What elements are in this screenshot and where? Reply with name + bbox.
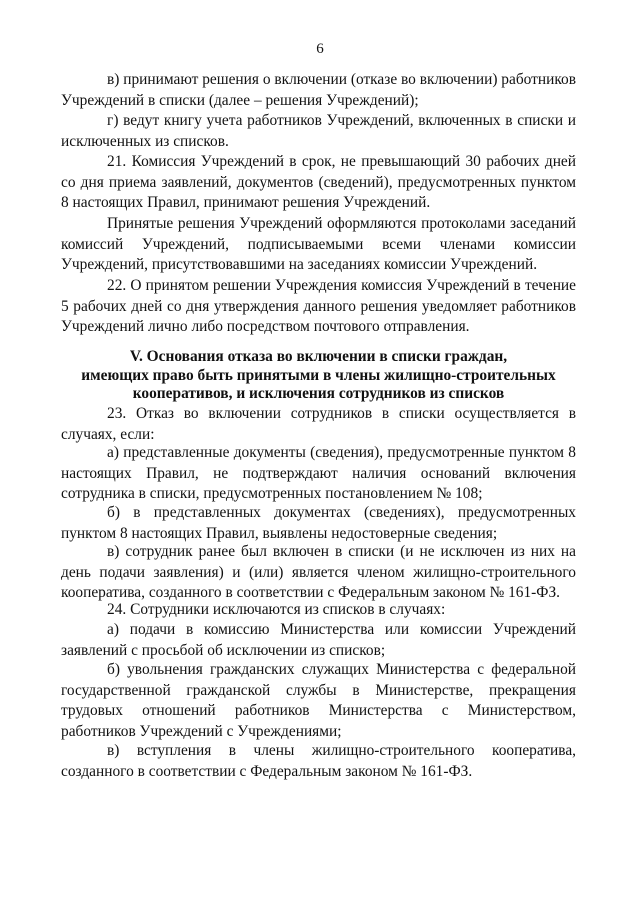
paragraph-22: 22. О принятом решении Учреждения комиссия Учреждений в течение 5 рабочих дней со дня утверждения данного решения уведомляет работников Учреждений лично либо посредством почтового отправления. <box>61 277 576 336</box>
paragraph-24-b: б) увольнения гражданских служащих Министерства с федеральной государственной гражданской службы в Министерстве, прекращения трудовых отношений работников Министерства с Министерством, работников Учреждений с Учреждениями; <box>61 661 576 740</box>
paragraph-24-v: в) вступления в члены жилищно-строительного кооператива, созданного в соответствии с Федеральным законом № 161-ФЗ. <box>61 742 576 780</box>
paragraph-24: 24. Сотрудники исключаются из списков в случаях: <box>107 601 446 618</box>
paragraph-protocols: Принятые решения Учреждений оформляются протоколами заседаний комиссий Учреждений, подписываемыми всеми членами комиссии Учреждений, присутствовавшими на заседаниях комиссии Учреждений. <box>61 215 576 274</box>
page-number: 6 <box>316 41 324 57</box>
paragraph-23: 23. Отказ во включении сотрудников в списки осуществляется в случаях, если: <box>61 405 576 443</box>
paragraph-21: 21. Комиссия Учреждений в срок, не превышающий 30 рабочих дней со дня приема заявлений, документов (сведений), предусмотренных пунктом 8 настоящих Правил, принимают решения Учреждений. <box>61 153 576 212</box>
paragraph-23-a: а) представленные документы (сведения), предусмотренные пунктом 8 настоящих Правил, не подтверждают наличия оснований включения сотрудника в списки, предусмотренных постановлением № 108; <box>61 444 576 503</box>
paragraph-v-decisions: в) принимают решения о включении (отказе во включении) работников Учреждений в списки (далее – решения Учреждений); <box>61 71 577 109</box>
section-heading-line: имеющих право быть принятыми в члены жилищно-строительных <box>81 366 556 384</box>
section-heading-v <box>61 348 576 404</box>
section-heading-line: кооперативов, и исключения сотрудников из списков <box>132 385 505 402</box>
paragraph-23-b: б) в представленных документах (сведениях), предусмотренных пунктом 8 настоящих Правил, выявлены недостоверные сведения; <box>61 504 576 542</box>
paragraph-g-record-book: г) ведут книгу учета работников Учреждений, включенных в списки и исключенных из списков. <box>61 112 576 150</box>
paragraph-24-a: а) подачи в комиссию Министерства или комиссии Учреждений заявлений с просьбой об исключении из списков; <box>61 621 576 659</box>
paragraph-23-v: в) сотрудник ранее был включен в списки (и не исключен из них на день подачи заявления) и (или) является членом жилищно-строительного кооператива, созданного в соответствии с Федеральным законом № 161-ФЗ. <box>61 543 576 602</box>
section-heading-line: V. Основания отказа во включении в списки граждан, <box>129 348 508 365</box>
